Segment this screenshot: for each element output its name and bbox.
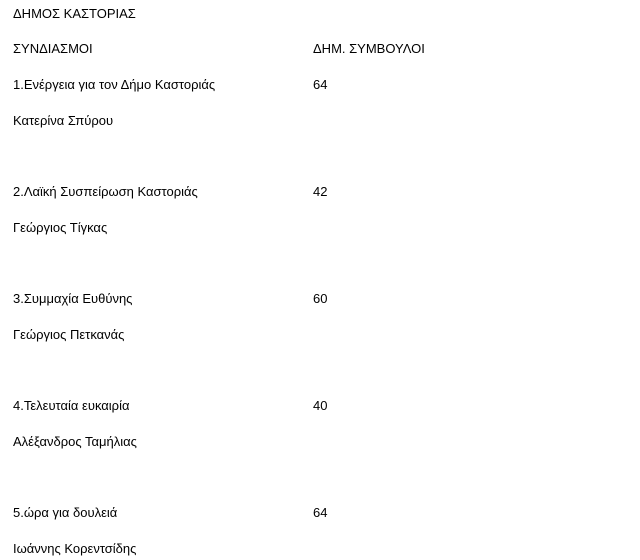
header-coalitions: ΣΥΝΔΙΑΣΜΟΙ (13, 41, 93, 56)
coalition-seats: 64 (313, 77, 328, 92)
candidate-name: Γεώργιος Πετκανάς (13, 327, 125, 342)
document-title: ΔΗΜΟΣ ΚΑΣΤΟΡΙΑΣ (13, 6, 136, 21)
candidate-name: Αλέξανδρος Ταμήλιας (13, 434, 137, 449)
coalition-name: 2.Λαϊκή Συσπείρωση Καστοριάς (13, 184, 198, 199)
coalition-name: 1.Ενέργεια για τον Δήμο Καστοριάς (13, 77, 216, 92)
candidate-name: Ιωάννης Κορεντσίδης (13, 541, 137, 556)
coalition-name: 5.ώρα για δουλειά (13, 505, 118, 520)
coalition-seats: 42 (313, 184, 328, 199)
coalition-name: 3.Συμμαχία Ευθύνης (13, 291, 133, 306)
candidate-name: Κατερίνα Σπύρου (13, 113, 114, 128)
header-councillors: ΔΗΜ. ΣΥΜΒΟΥΛΟΙ (313, 41, 425, 56)
coalition-seats: 40 (313, 398, 328, 413)
coalition-seats: 64 (313, 505, 328, 520)
coalition-name: 4.Τελευταία ευκαιρία (13, 398, 130, 413)
coalition-seats: 60 (313, 291, 328, 306)
candidate-name: Γεώργιος Τίγκας (13, 220, 108, 235)
